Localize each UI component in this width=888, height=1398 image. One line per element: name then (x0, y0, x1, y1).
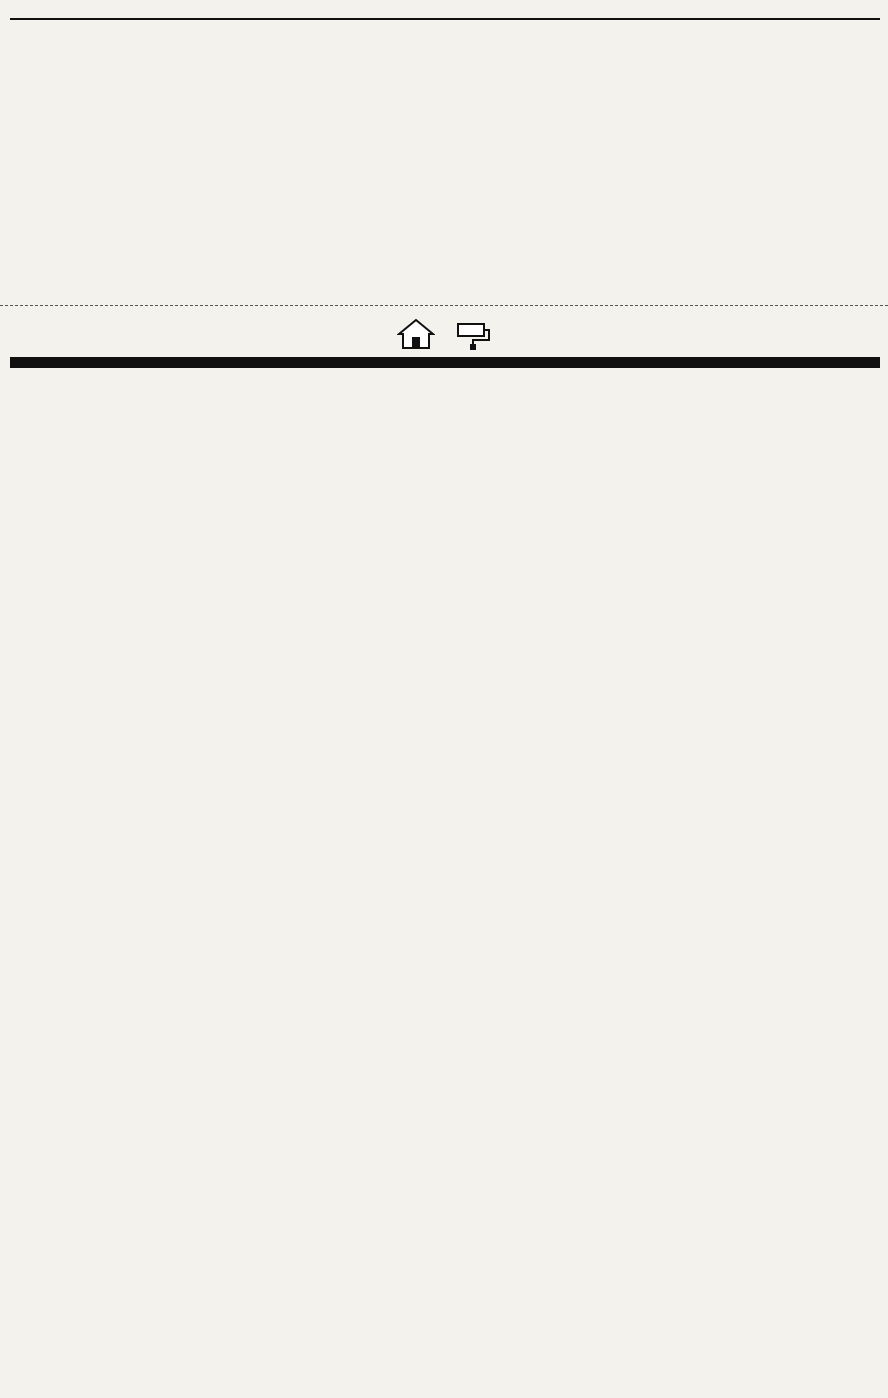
deadline-bar (10, 357, 880, 368)
house-icon (397, 318, 435, 350)
paint-roller-icon (455, 318, 493, 350)
home-service-banner (10, 312, 880, 356)
cut-line (0, 305, 888, 306)
help-wanted-grid (10, 18, 880, 310)
service-directory-grid (10, 370, 880, 1392)
